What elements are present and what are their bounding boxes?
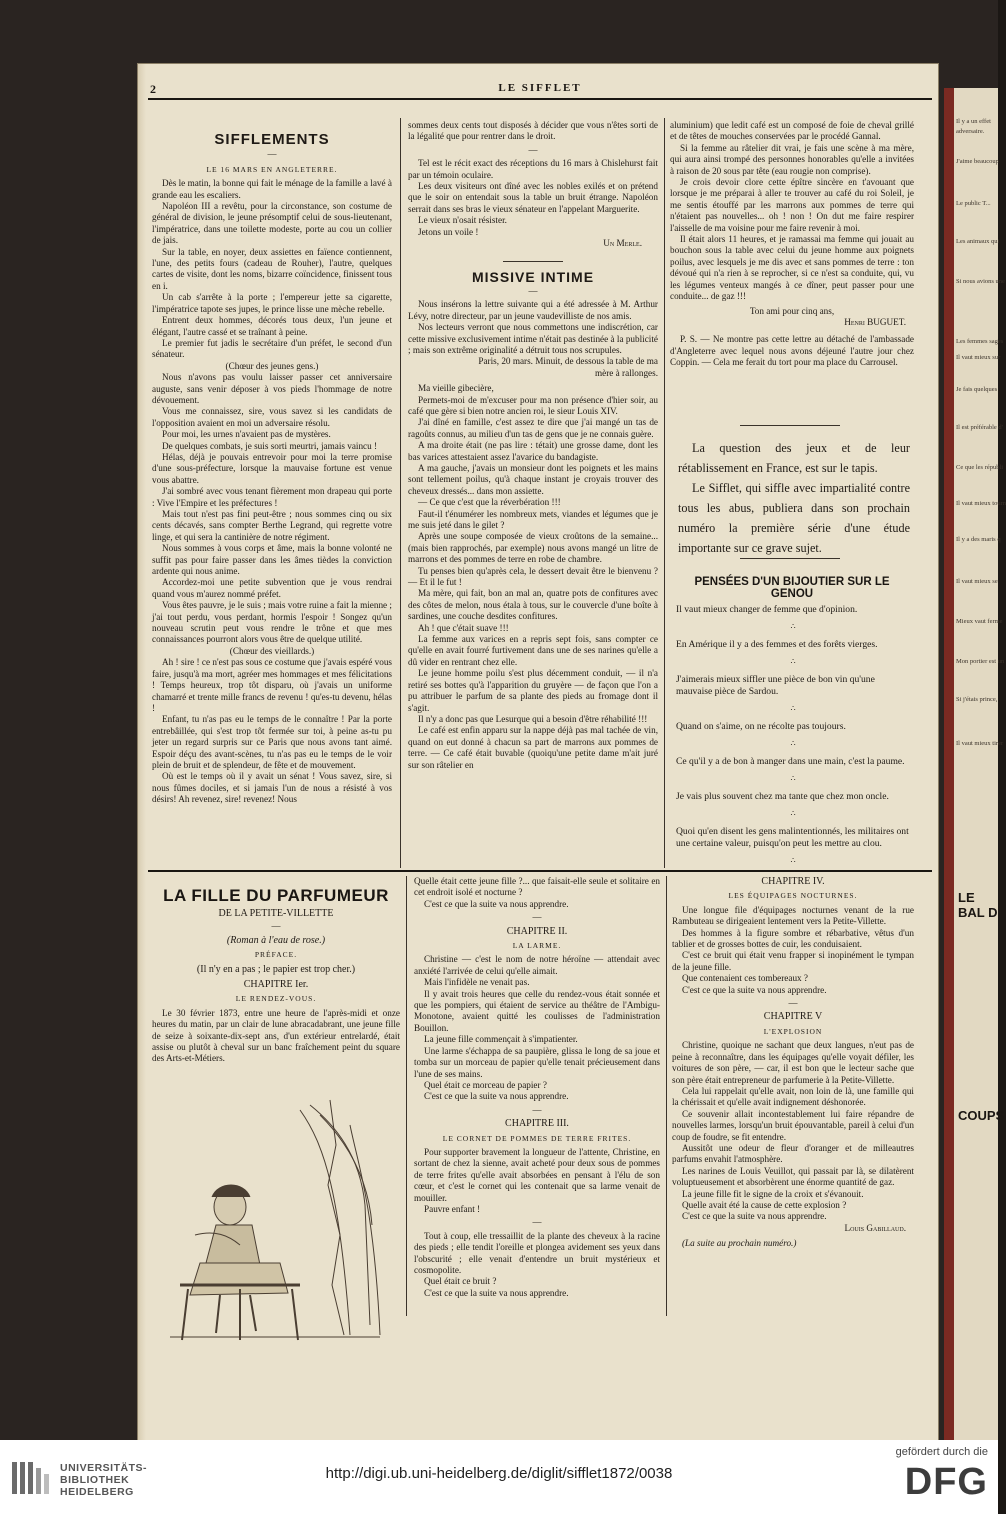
paragraph: Quelle était cette jeune fille ?... que faisait-elle seule et solitaire en cet endroit isolé et nocturne ? [414,876,660,898]
chapter-subtitle: LE CORNET DE POMMES DE TERRE FRITES. [442,1133,632,1143]
feuilleton-col1: DE LA PETITE-VILLETTE — (Roman à l'eau de rose.) PRÉFACE. (Il n'y en a pas ; le papier est trop cher.) CHAPITRE Ier. LE RENDEZ-VOUS. Le 30 février 1873, entre une heure de l'après-midi et onze heures du matin, par un clair de lune abracadabrant, une jeune fille de seize à soixante-dix-sept ans, d'un extérieur entrelardé, était assise ou plutôt à cheval sur un banc fraîchement peint du square des Arts-et-Métiers. [152,908,400,1064]
paragraph: Les narines de Louis Veuillot, qui passait par là, se dilatèrent voluptueusement et absorbèrent une énorme quantité de gaz. [672,1165,914,1188]
adjacent-fragment: adversaire. [956,128,985,135]
missive-dateline: Paris, 20 mars. Minuit, de dessous la table de ma mère à rallonges. [478,356,658,378]
library-name-line: HEIDELBERG [60,1486,134,1498]
paragraph: La jeune fille commençait à s'impatienter. [424,1034,578,1045]
paragraph: Christine, quoique ne sachant que deux langues, n'eut pas de peine à reconnaître, dans les équipages qu'elle voyait défiler, les voitures de son père, — car, il est bon que le lecteur sache que son père était entrepreneur de parfumerie à la Petite-Villette. [672,1040,914,1085]
pensee-item: Quoi qu'en disent les gens malintentionnés, les militaires ont une certaine valeur, puisqu'on peut les mettre au clou. [676,826,909,849]
pensees-list [676,604,910,866]
adjacent-heading-coups: COUPS [958,1108,1005,1123]
adjacent-fragment: Je fais quelques [956,386,998,393]
paragraph: C'est ce que la suite va nous apprendre. [424,1091,569,1102]
separator: ∴ [790,809,796,818]
adjacent-fragment: Les animaux qui [956,238,1000,245]
paragraph: A ma gauche, j'avais un monsieur dont les poignets et les mains sont tellement poilus, qu'à chaque instant je croyais trouver des cheveux dressés... dans mon assiette. [408,462,658,496]
column-rule [406,876,407,1316]
separator: ∴ [790,657,796,666]
paragraph: sommes deux cents tout disposés à décider que vous n'êtes sorti de la légalité que pour rentrer dans le droit. [408,120,658,142]
closing: Ton ami pour cinq ans, [749,305,835,316]
paragraph: Un cab s'arrête à la porte ; l'empereur jette sa cigarette, l'impératrice tapote ses jupes, le prince lisse une mèche rebelle. [152,292,392,314]
paragraph: Pauvre enfant ! [424,1203,481,1214]
paragraph: Quel était ce bruit ? [424,1276,497,1287]
adjacent-fragment: Il y a un effet [956,118,991,125]
paragraph: Tu penses bien qu'après cela, le dessert devait être le bienvenu ? — Et il le fut ! [408,565,658,588]
woman-on-bench-illustration [160,1085,396,1345]
continued-note: (La suite au prochain numéro.) [682,1238,797,1249]
paragraph: Il y avait trois heures que celle du rendez-vous était sonnée et que les pompiers, qui étaient de service au théâtre de l'Ambigu-Monotone, avaient quitté les coulisses de l'administration Bouillon. [414,988,660,1033]
paragraph: Vous êtes pauvre, je le suis ; mais votre ruine a fait la mienne ; j'ai tout perdu, vous perdant, hormis l'espoir ! Songez qu'un nouveau scrutin peut vous rendre le trône et que mes connaissances pourront alors vous être de quelque utilité. [152,600,392,645]
paragraph: Tout à coup, elle tressaillit de la plante des cheveux à la racine des pieds ; elle tendit l'oreille et plongea avidement ses yeux dans l'obscurité ; elle venait d'entendre un bruit mystérieux et cosmopolite. [414,1230,660,1275]
paragraph: Une larme s'échappa de sa paupière, glissa le long de sa joue et tomba sur un morceau de papier qu'elle tenait précieusement dans l'une de ses mains. [414,1045,660,1079]
separator: ∴ [790,856,796,865]
masthead [150,82,930,98]
paragraph: Je crois devoir clore cette épître sincère en t'avouant que lorsque je me préparai à aller te trouver au café du roi Soleil, je me sentis étouffé par les marrons aux pommes de terre qui n'étaient pas nouvelles... oh ! non ! On dut me faire respirer l'aisselle de ma voisine pour me faire revenir à moi. [670,177,914,233]
paragraph: Ah ! sire ! ce n'est pas sous ce costume que j'avais espéré vous faire, jusqu'à ma mort, agréer mes hommages et mes félicitations ! Temps heureux, trop tôt disparu, où j'avais un uniforme chamarré et trente mille francs de revenu ! qu'es-tu devenu, hélas ! [152,657,392,713]
paragraph: Nos lecteurs verront que nous commettons une indiscrétion, car cette missive exclusivement intime n'était pas destinée à la publicité ; mais son extrême originalité a détruit tous nos scrupules. [408,322,658,355]
column-rule [666,876,667,1316]
pensee-item: Je vais plus souvent chez ma tante que chez mon oncle. [676,791,889,802]
feuilleton-rule [148,870,932,872]
paragraph: Le 30 février 1873, entre une heure de l'après-midi et onze heures du matin, par un clair de lune abracadabrant, une jeune fille de seize à soixante-dix-sept ans, d'un extérieur entrelardé, était assise ou plutôt à cheval sur un banc fraîchement peint du square des Arts-et-Métiers. [152,1007,400,1064]
library-name-line: UNIVERSITÄTS- [60,1462,148,1474]
column-rule [664,118,665,868]
paragraph: Ma mère, qui fait, bon an mal an, quatre pots de confitures avec des côtes de melon, nous étala à tous, sur le couvercle d'une boîte à sardines, une couche desdites confitures. [408,588,658,622]
jeux-notice [678,438,910,555]
paragraph: Tel est le récit exact des réceptions du 16 mars à Chislehurst fait par un témoin oculaire. [408,158,658,180]
chapter-subtitle: LES ÉQUIPAGES NOCTURNES. [728,891,858,901]
paragraph: Hélas, déjà je pouvais entrevoir pour moi la terre promise d'une sous-préfecture, lorsque la mauvaise fortune est venue vous abattre. [152,451,392,485]
adjacent-fragment: Si j'étais prince, [956,696,998,703]
chapter-subtitle: LA LARME. [512,941,562,951]
chapter-heading: CHAPITRE III. [505,1118,569,1130]
paragraph: Le vieux n'osait résister. [418,215,507,226]
chapter-heading: CHAPITRE IV. [761,876,825,887]
paragraph: Une longue file d'équipages nocturnes venant de la rue Rambuteau se dirigeaient lentement vers la Petite-Villette. [672,904,914,927]
preface-heading: PRÉFACE. [254,950,298,960]
paragraph: Que contenaient ces tombereaux ? [682,973,809,984]
adjacent-fragment: Il est préférable d' [956,424,1003,431]
paragraph: Le jeune homme poilu s'est plus décemment conduit, — il n'a retiré ses bottes qu'à l'apparition du gruyère — de façon que l'on a pu attribuer le parfum de sa plante des pieds au fromage dont il s'agit. [408,668,658,713]
preface-text: (Il n'y en a pas ; le papier est trop cher.) [196,963,356,975]
paragraph: Le Sifflet, qui siffle avec impartialité contre tous les abus, publiera dans son prochain numéro la première série d'une étude importante sur ce grave sujet. [678,481,910,555]
column-three [670,120,914,440]
feuilleton-subtitle: DE LA PETITE-VILLETTE [218,908,334,919]
adjacent-fragment: Ce que les républi [956,464,1004,471]
chorus-label: (Chœur des jeunes gens.) [225,360,319,371]
feuilleton-title: LA FILLE DU PARFUMEUR [163,886,389,905]
paragraph: Dès le matin, la bonne qui fait le ménage de la famille a lavé à grande eau les escaliers. [152,178,392,200]
adjacent-fragment: Il y a des maris q [956,536,1001,543]
adjacent-fragment: Il vaut mieux se [956,578,998,585]
paragraph: Nous n'avons pas voulu laisser passer cet anniversaire auguste, sans venir déposer à vos pieds l'hommage de notre dévouement. [152,372,392,405]
missive-title: MISSIVE INTIME [471,269,595,286]
paragraph: Si la femme au râtelier dit vrai, je fais une scène à ma mère, qui aura ainsi trompé des personnes honorables qu'elle a invitées à raison de 20 sous par tête (eau rougie non comprise). [670,142,914,176]
paragraph: Il n'y a donc pas que Lesurque qui a besoin d'être réhabilité !!! [418,713,648,724]
postscript: P. S. — Ne montre pas cette lettre au détaché de l'ambassade d'Angleterre avec lequel nous avons déjeuné l'autre jour chez Coppin. — Cela me ferait du tort pour ma place du Carrousel. [670,334,914,368]
paragraph: Mais l'infidèle ne venait pas. [424,977,530,988]
column-two: sommes deux cents tout disposés à décider que vous n'êtes sorti de la légalité que pour rentrer dans le droit. — Tel est le récit exact des réceptions du 16 mars à Chislehurst fait par un témoin oculaire. Les deux visiteurs ont dîné avec les nobles exilés et on prétend que le soir on entendait sous la table un bruit étrange. Napoléon serrait dans ses bras le vieux sénateur en l'appelant Marguerite. Le vieux n'osait résister. Jetons un voile ! Un Merle. MISSIVE INTIME — Nous insérons la lettre suivante qui a été adressée à M. Arthur Lévy, notre directeur, par un jeune vaudevilliste de nos amis. Nos lecteurs verront que nous commettons une indiscrétion, car cette missive exclusivement intime n'était pas destinée à la publicité ; mais son extrême originalité a détruit tous nos scrupules. Paris, 20 mars. Minuit, de dessous la table de ma mère à rallonges. Ma vieille gibecière, Permets-moi de m'excuser pour ma non présence d'hier soir, au café que gère si bien notre ancien roi, le sieur Louis XIV. J'ai dîné en famille, c'est assez te dire que j'ai mangé un tas de ragoûts connus, au milieu d'un tas de gens que je ne connais guère. A ma droite était (ne pas lire : tétait) une grosse dame, dont les bas varices attestaient assez l'avarice du bandagiste. A ma gauche, j'avais un monsieur dont les poignets et les mains sont tellement poilus, qu'à chaque instant je croyais trouver des cheveux dressés... dans mon assiette. — Ce que c'est que la réverbération !!! Faut-il t'énumérer les nombreux mets, viandes et légumes que je me suis jeté dans le gilet ? Après une soupe composée de vieux croûtons de la semaine... (mais bien rapprochés, par exemple) nous avons mangé un litre de marrons et des pommes de terre en robe de chambre. Tu penses bien qu'après cela, le dessert devait être le bienvenu ? — Et il le fut ! Ma mère, qui fait, bon an mal an, quatre pots de confitures avec des côtes de melon, nous étala à tous, sur le couvercle d'une boîte à sardines, une couche desdites confitures. Ah ! que c'était suave !!! La femme aux varices en a repris sept fois, sans compter ce qu'elle en avait fourré furtivement dans une de ses narines qu'elle a dû vider en rentrant chez elle. Le jeune homme poilu s'est plus décemment conduit, — il n'a retiré ses bottes qu'à l'apparition du gruyère — de façon que l'on a pu attribuer le parfum de sa plante des pieds au fromage dont il s'agit. Il n'y a donc pas que Lesurque qui a besoin d'être réhabilité !!! Le café est enfin apparu sur la nappe déjà pas mal tachée de vin, quand on eut donné à chacun sa part de marrons aux pommes de terre. — Ce café était buvable (quoiqu'une petite dame m'ait juré sur son râtelier en [408,120,658,770]
dfg-logo[interactable]: DFG [904,1461,988,1503]
library-name-line: BIBLIOTHEK [60,1474,130,1486]
adjacent-page [944,88,1006,1440]
sifflements-title: SIFFLEMENTS [214,131,330,148]
separator: ∴ [790,622,796,631]
paragraph: Les deux visiteurs ont dîné avec les nobles exilés et on prétend que le soir on entendait sous la table un bruit étrange. Napoléon serrait dans ses bras le vieux sénateur en l'appelant Marguerite. [408,181,658,214]
chorus-label: (Chœur des vieillards.) [229,645,315,656]
adjacent-fragment: Il vaut mieux tirer [956,740,1004,747]
paragraph: C'est ce que la suite va nous apprendre. [682,984,827,995]
paragraph: Quel était ce morceau de papier ? [424,1079,547,1090]
paragraph: La femme aux varices en a repris sept fois, sans compter ce qu'elle en avait fourré furtivement dans une de ses narines qu'elle a dû vider en rentrant chez elle. [408,634,658,667]
binding-edge [944,88,954,1440]
paragraph: Enfant, tu n'as pas eu le temps de le connaître ! Par la porte entrebâillée, qui s'est trop tôt fermée sur toi, à peine as-tu pu jeter un regard surpris sur ce Paris que nous avons tant aimé. Espoir déçu des avant-scènes, tu n'as pas eu le temps de le voir plein de bruit et de splendeur, de fête et de mouvement. [152,714,392,770]
paragraph: Ah ! que c'était suave !!! [418,622,509,633]
paragraph: De quelques combats, je suis sorti meurtri, jamais vaincu ! [162,440,378,451]
chapter-subtitle: LE RENDEZ-VOUS. [235,994,317,1004]
paragraph: Permets-moi de m'excuser pour ma non présence d'hier soir, au café que gère si bien notre ancien roi, le sieur Louis XIV. [408,394,658,416]
paragraph: Mais tout n'est pas fini peut-être ; nous sommes cinq ou six cents décavés, sans compter Berthe Legrand, qui regrette votre linge, et qui sera la cantinière de notre régiment. [152,509,392,542]
paragraph: Après une soupe composée de vieux croûtons de la semaine... (mais bien rapprochés, par exemple) nous avons mangé un litre de marrons et des pommes de terre en robe de chambre. [408,531,658,565]
feuilleton-col2: Quelle était cette jeune fille ?... que faisait-elle seule et solitaire en cet endroit isolé et nocturne ? C'est ce que la suite va nous apprendre. — CHAPITRE II. LA LARME. Christine — c'est le nom de notre héroïne — attendait avec anxiété l'arrivée de celui qu'elle aimait. Mais l'infidèle ne venait pas. Il y avait trois heures que celle du rendez-vous était sonnée et que les pompiers, qui étaient de service au théâtre de l'Ambigu-Monotone, avaient quitté les coulisses de l'administration Bouillon. La jeune fille commençait à s'impatienter. Une larme s'échappa de sa paupière, glissa le long de sa joue et tomba sur un morceau de papier qu'elle tenait précieusement dans l'une de ses mains. Quel était ce morceau de papier ? C'est ce que la suite va nous apprendre. — CHAPITRE III. LE CORNET DE POMMES DE TERRE FRITES. Pour supporter bravement la longueur de l'attente, Christine, en sortant de chez la sienne, avait acheté pour deux sous de pommes de terre frites qu'elle avait absorbées en pensant à l'élu de son cœur, et c'est le cornet qui les contenait que sa larme venait de mouiller. Pauvre enfant ! — Tout à coup, elle tressaillit de la plante des cheveux à la racine des pieds ; elle tendit l'oreille et plongea avidement ses yeux dans l'obscurité ; elle venait d'entendre un bruit mystérieux et cosmopolite. Quel était ce bruit ? C'est ce que la suite va nous apprendre. [414,876,660,1298]
masthead-rule [148,98,932,100]
pensee-item: En Amérique il y a des femmes et des forêts vierges. [676,639,878,650]
column-rule [400,118,401,868]
paragraph: C'est ce que la suite va nous apprendre. [424,898,569,909]
chapter-heading: CHAPITRE Ier. [243,979,309,991]
paragraph: Vous me connaissez, sire, vous savez si les candidats de l'opposition avaient en moi un adversaire résolu. [152,406,392,428]
paragraph: A ma droite était (ne pas lire : tétait) une grosse dame, dont les bas varices attestaient assez l'avarice du bandagiste. [408,440,658,462]
paragraph: Pour supporter bravement la longueur de l'attente, Christine, en sortant de chez la sienne, avait acheté pour deux sous de pommes de terre frites qu'elle avait absorbées en pensant à l'élu de son cœur, et c'est le cornet qui les contenait que sa larme venait de mouiller. [414,1146,660,1203]
chapter-heading: CHAPITRE II. [506,925,568,937]
pensee-item: Quand on s'aime, on ne récolte pas toujours. [676,721,846,732]
adjacent-fragment: Mieux vaut ferme [956,618,1003,625]
paragraph: Le café est enfin apparu sur la nappe déjà pas mal tachée de vin, quand on eut donné à chacun sa part de marrons aux pommes de terre. — Ce café était buvable (quoiqu'une petite dame m'ait juré sur son râtelier en [408,725,658,770]
paragraph: Ce souvenir allait incontestablement lui faire répandre de nouvelles larmes, lorsqu'un bruit épouvantable, pareil à celui d'un coup de foudre, se fit entendre. [672,1108,914,1142]
salutation: Ma vieille gibecière, [418,383,494,394]
sponsor-label: gefördert durch die [895,1446,988,1458]
page-number: 2 [150,82,156,96]
adjacent-heading-bal: LE BAL D [958,890,998,920]
adjacent-fragment: Les femmes sages [956,338,1004,345]
paragraph: Faut-il t'énumérer les nombreux mets, viandes et légumes que je me suis jeté dans le gilet ? [408,508,658,530]
chapter-subtitle: L'EXPLOSION [763,1026,823,1036]
paragraph: J'ai dîné en famille, c'est assez te dire que j'ai mangé un tas de ragoûts connus, au milieu d'un tas de gens que je ne connais guère. [408,417,658,439]
newspaper-title: LE SIFFLET [498,82,582,94]
paragraph: La question des jeux et de leur rétablissement en France, est sur le tapis. [678,441,910,475]
paragraph: Cela lui rappelait qu'elle avait, non loin de là, une famille qui la chérissait et qu'elle avait indignement déshonorée. [672,1085,914,1108]
pensee-item: Ce qu'il y a de bon à manger dans une main, c'est la paume. [676,756,905,767]
adjacent-fragment: Le public T... [956,200,991,207]
paragraph: Nous sommes à vous corps et âme, mais la bonne volonté ne suffit pas pour faire passer dans les âmes tièdes la conviction ardente qui nous anime. [152,543,392,577]
paragraph: Des hommes à la figure sombre et rébarbative, vêtus d'un tablier et de grosses bottes de cuir, les conduisaient. [672,927,914,950]
paragraph: Entrent deux hommes, décorés tous deux, l'un jeune et élégant, l'autre cassé et se traînant à peine. [152,315,392,337]
adjacent-fragment: Si nous avions une [956,278,1005,285]
paragraph: Quelle avait été la cause de cette explosion ? [682,1199,847,1210]
adjacent-fragment: Il vaut mieux tourn [956,500,1006,507]
paragraph: La jeune fille fit le signe de la croix et s'évanouit. [682,1188,864,1199]
paragraph: Napoléon III a revêtu, pour la circonstance, son costume de général de division, le jeune présomptif celui de sous-lieutenant, l'impératrice, dans une toilette modeste, porte au cou un collier de jais. [152,201,392,246]
signature: Henri BUGUET. [844,316,906,327]
paragraph: Aussitôt une odeur de fleur d'oranger et de milleautres parfums envahit l'atmosphère. [672,1142,914,1165]
paragraph: Pour moi, les urnes n'avaient pas de mystères. [162,429,331,440]
separator: ∴ [790,739,796,748]
viewer-footer [0,1440,998,1514]
sifflements-dateline: LE 16 MARS EN ANGLETERRE. [206,164,338,174]
separator: ∴ [790,774,796,783]
paragraph: Christine — c'est le nom de notre héroïne — attendait avec anxiété l'arrivée de celui qu'elle aimait. [414,954,660,976]
sifflements-article: SIFFLEMENTS — LE 16 MARS EN ANGLETERRE. Dès le matin, la bonne qui fait le ménage de la famille a lavé à grande eau les escaliers. Napoléon III a revêtu, pour la circonstance, son costume de général de division, le jeune présomptif celui de sous-lieutenant, l'impératrice, dans une toilette modeste, porte au cou un collier de jais. Sur la table, en noyer, deux assiettes en faïence contiennent, l'une, des petits fours (cadeau de Rouher), l'autre, quelques cartes de visite, dont les noms, bizarre coïncidence, finissent tous en i. Un cab s'arrête à la porte ; l'empereur jette sa cigarette, l'impératrice tapote ses jupes, le prince lisse une mèche rebelle. Entrent deux hommes, décorés tous deux, l'un jeune et élégant, l'autre cassé et se traînant à peine. Le premier fut jadis le secrétaire d'un préfet, le second d'un sénateur. (Chœur des jeunes gens.) Nous n'avons pas voulu laisser passer cet anniversaire auguste, sans venir déposer à vos pieds l'hommage de notre dévouement. Vous me connaissez, sire, vous savez si les candidats de l'opposition avaient en moi un adversaire résolu. Pour moi, les urnes n'avaient pas de mystères. De quelques combats, je suis sorti meurtri, jamais vaincu ! Hélas, déjà je pouvais entrevoir pour moi la terre promise d'une sous-préfecture, lorsque la mauvaise fortune est venue vous abattre. J'ai sombré avec vous tenant fièrement mon drapeau qui porte : Vive l'Empire et les préfectures ! Mais tout n'est pas fini peut-être ; nous sommes cinq ou six cents décavés, sans compter Berthe Legrand, qui regrette votre linge, et qui sera la cantinière de notre régiment. Nous sommes à vous corps et âme, mais la bonne volonté ne suffit pas pour faire passer dans les âmes tièdes la conviction ardente qui nous anime. Accordez-moi une petite subvention que je vous rendrai quand vous m'aurez nommé préfet. Vous êtes pauvre, je le suis ; mais votre ruine a fait la mienne ; j'ai tout perdu, vous perdant, hormis l'espoir ! Songez qu'un nouveau scrutin peut vous rendre le trône et que mes connaissances pourront alors vous être de quelque utilité. (Chœur des vieillards.) Ah ! sire ! ce n'est pas sous ce costume que j'avais espéré vous faire, jusqu'à ma mort, agréer mes hommages et mes félicitations ! Temps heureux, trop tôt disparu, où j'avais un uniforme chamarré et trente mille francs de revenu ! qu'es-tu devenu, hélas ! Enfant, tu n'as pas eu le temps de le connaître ! Par la porte entrebâillée, qui s'est trop tôt fermée sur toi, à peine as-tu pu jeter un regard surpris sur ce Paris que nous avons tant aimé. Espoir déçu des avant-scènes, tu n'as pas eu le temps de le voir plein de bruit et de splendeur, de fête et de mouvement. Où est le temps où il y avait un sénat ! Vous savez, sire, si nous fûmes dociles, et si jamais l'un de nous a résisté à vos désirs! Ah revenez, sire! revenez! Nous [152,131,392,805]
adjacent-fragment: Il vaut mieux sur [956,354,1001,361]
paragraph: C'est ce que la suite va nous apprendre. [682,1211,827,1222]
paragraph: C'est ce bruit qui était venu frapper si inopinément le tympan de la jeune fille. [672,950,914,972]
adjacent-fragment: J'aime beaucoup [956,158,999,165]
pensee-item: J'aimerais mieux siffler une pièce de bon vin qu'une mauvaise pièce de Sardou. [676,674,875,697]
paragraph: — Ce que c'est que la réverbération !!! [418,497,561,508]
paragraph: Le premier fut jadis le secrétaire d'un préfet, le second d'un sénateur. [152,337,392,360]
feuilleton-col3: CHAPITRE IV. LES ÉQUIPAGES NOCTURNES. Une longue file d'équipages nocturnes venant de la rue Rambuteau se dirigeaient lentement vers la Petite-Villette. Des hommes à la figure sombre et rébarbative, vêtus d'un tablier et de grosses bottes de cuir, les conduisaient. C'est ce bruit qui était venu frapper si inopinément le tympan de la jeune fille. Que contenaient ces tombereaux ? C'est ce que la suite va nous apprendre. — CHAPITRE V L'EXPLOSION Christine, quoique ne sachant que deux langues, n'eut pas de peine à reconnaître, dans les équipages qu'elle voyait défiler, les voitures de son père, — car, il est bon que le lecteur sache que son père était entrepreneur de parfumerie à la Petite-Villette. Cela lui rappelait qu'elle avait, non loin de là, une famille qui la chérissait et qu'elle avait indignement déshonorée. Ce souvenir allait incontestablement lui faire répandre de nouvelles larmes, lorsqu'un bruit épouvantable, pareil à celui d'un coup de foudre, se fit entendre. Aussitôt une odeur de fleur d'oranger et de milleautres parfums envahit l'atmosphère. Les narines de Louis Veuillot, qui passait par là, se dilatèrent voluptueusement et absorbèrent une énorme quantité de gaz. La jeune fille fit le signe de la croix et s'évanouit. Quelle avait été la cause de cette explosion ? C'est ce que la suite va nous apprendre. Louis Gabillaud. (La suite au prochain numéro.) [672,876,914,1249]
signature: Louis Gabillaud. [844,1222,906,1233]
paragraph: Nous insérons la lettre suivante qui a été adressée à M. Arthur Lévy, notre directeur, par un jeune vaudevilliste de nos amis. [408,299,658,321]
adjacent-fragment: Mon portier est un [956,658,1005,665]
pensee-item: Il vaut mieux changer de femme que d'opinion. [676,604,858,615]
paragraph: Sur la table, en noyer, deux assiettes en faïence contiennent, l'une, des petits fours (cadeau de Rouher), l'autre, quelques cartes de visite, dont les noms, bizarre coïncidence, finissent tous en i. [152,246,392,291]
paragraph: Jetons un voile ! [418,226,479,237]
paragraph: Il était alors 11 heures, et je ramassai ma femme qui jouait au bouchon sous la table avec celui du jeune homme aux poignets poilus, avec lesquels je me dis avec et sans pommes de terre : ton dévoué qui n'a rien à se reprocher, si ce n'est sa conduite, qui, vu les légumes venteux mangés à ce dîner, peut passer pour une conduite... de gaz !!! [670,234,914,302]
paragraph: Où est le temps où il y avait un sénat ! Vous savez, sire, si nous fûmes dociles, et si jamais l'un de nous a résisté à vos désirs! Ah revenez, sire! revenez! Nous [152,771,392,805]
paragraph: J'ai sombré avec vous tenant fièrement mon drapeau qui porte : Vive l'Empire et les préfectures ! [152,486,392,508]
signature: Un Merle. [603,238,642,249]
pensees-title: PENSÉES D'UN BIJOUTIER SUR LE GENOU [694,576,890,600]
paragraph: C'est ce que la suite va nous apprendre. [424,1287,569,1298]
paragraph: Accordez-moi une petite subvention que je vous rendrai quand vous m'aurez nommé préfet. [152,577,392,599]
permalink-url[interactable]: http://digi.ub.uni-heidelberg.de/diglit/sifflet1872/0038 [325,1465,673,1482]
paragraph: aluminium) que ledit café est un composé de foie de cheval grillé et de têtes de mouches conservées par le procédé Gannal. [670,120,914,142]
separator: ∴ [790,704,796,713]
feuilleton-genre: (Roman à l'eau de rose.) [226,934,326,946]
chapter-heading: CHAPITRE V [763,1011,823,1023]
